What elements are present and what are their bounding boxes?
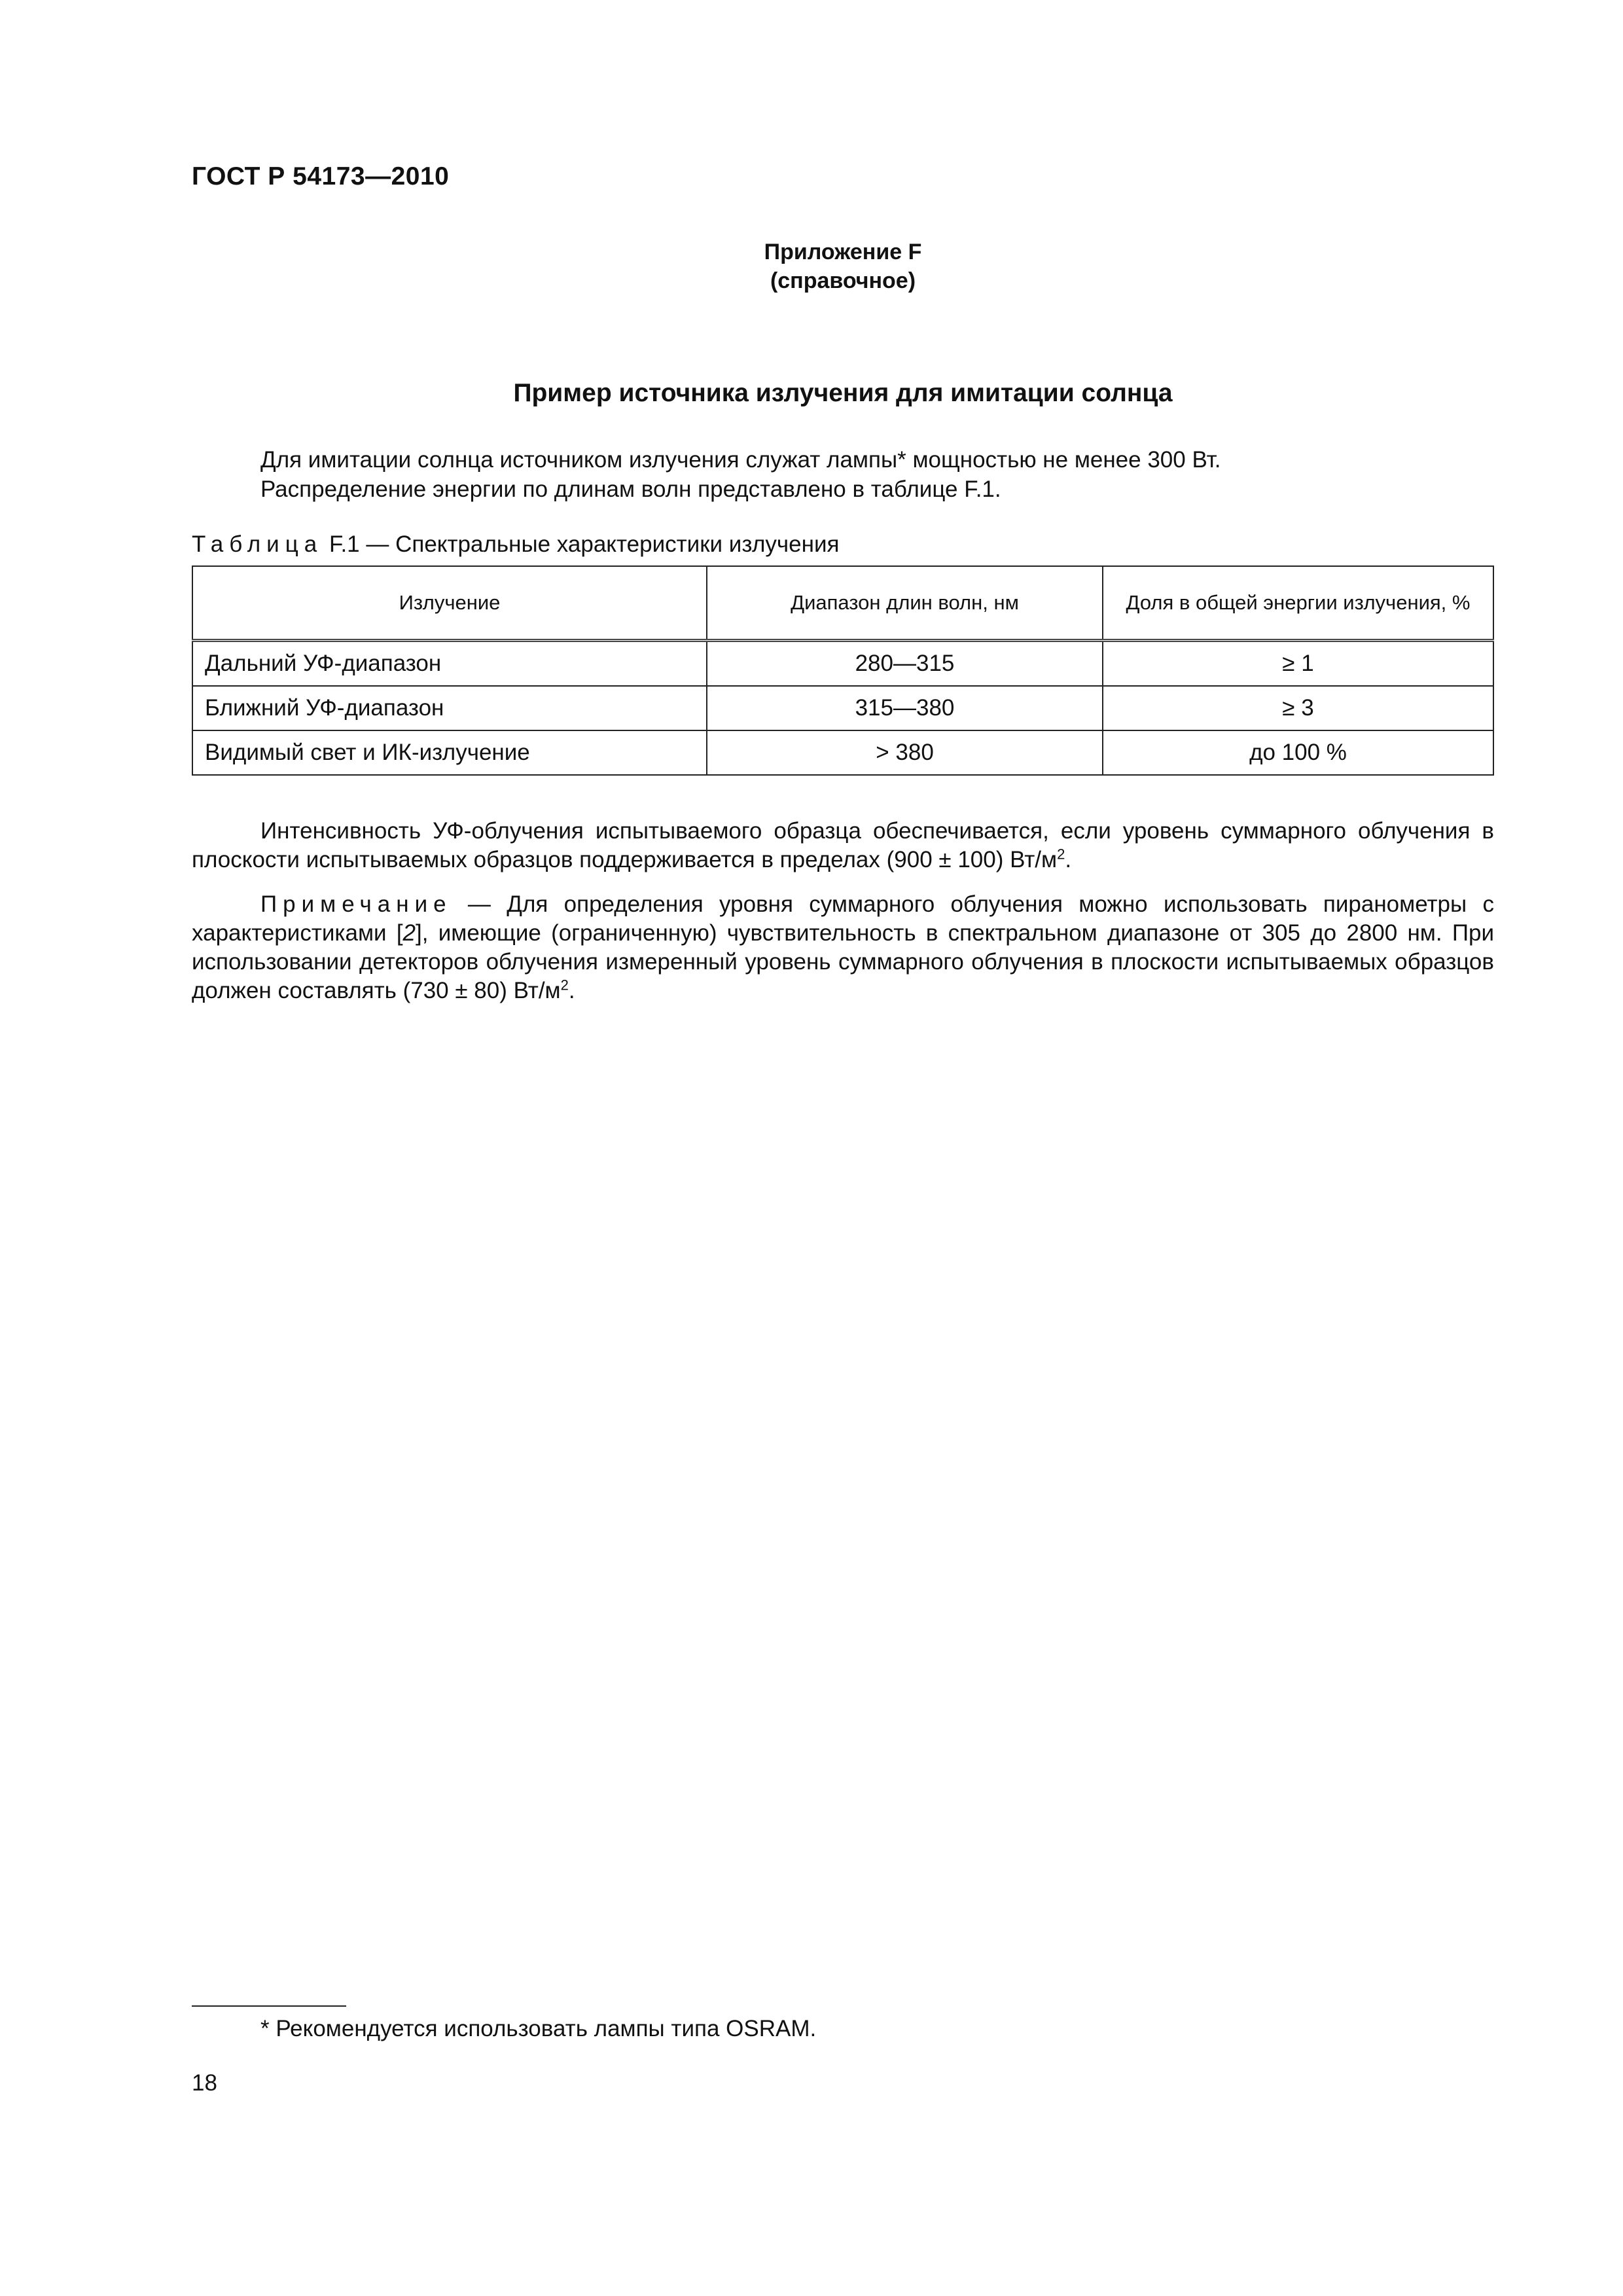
footnote-divider — [192, 2005, 346, 2007]
header-radiation: Излучение — [192, 566, 707, 641]
cell-wavelength: 280—315 — [707, 641, 1103, 687]
note-paragraph — [192, 890, 1494, 1005]
cell-radiation: Видимый свет и ИК-излучение — [192, 730, 707, 775]
spectral-table — [192, 565, 1494, 776]
unit-superscript: 2 — [560, 977, 569, 994]
cell-wavelength: > 380 — [707, 730, 1103, 775]
bibliography-reference: 2 — [402, 920, 416, 946]
cell-share: ≥ 1 — [1103, 641, 1493, 687]
cell-wavelength: 315—380 — [707, 686, 1103, 730]
intensity-paragraph — [192, 817, 1494, 874]
note-end: . — [568, 978, 575, 1003]
header-wavelength-range: Диапазон длин волн, нм — [707, 566, 1103, 641]
header-energy-share: Доля в общей энергии излучения, % — [1103, 566, 1493, 641]
note-text-2: ], имеющие (ограниченную) чувствительность в спектральном диапазоне от 305 до 2800 нм. При использовании детекторов облучения измеренный уровень суммарного облучения в плоскости испытываемых образцов должен составлять (730 ± 80) Вт/м — [192, 920, 1494, 1003]
intro-line-1: Для имитации солнца источником излучения служат лампы* мощностью не менее 300 Вт. — [260, 447, 1221, 473]
table-row — [192, 686, 1493, 730]
table-caption-text: F.1 — Спектральные характеристики излучения — [323, 531, 840, 557]
section-title: Пример источника излучения для имитации солнца — [513, 379, 1173, 407]
intensity-text: Интенсивность УФ-облучения испытываемого образца обеспечивается, если уровень суммарного облучения в плоскости испытываемых образцов поддерживается в пределах (900 ± 100) Вт/м — [192, 818, 1494, 872]
annex-title: Приложение F — [764, 240, 922, 264]
page-number: 18 — [192, 2070, 217, 2096]
unit-superscript: 2 — [1057, 846, 1065, 863]
cell-radiation: Ближний УФ-диапазон — [192, 686, 707, 730]
footnote: * Рекомендуется использовать лампы типа OSRAM. — [260, 2016, 817, 2041]
document-code: ГОСТ Р 54173—2010 — [192, 162, 450, 190]
table-row — [192, 730, 1493, 775]
cell-share: ≥ 3 — [1103, 686, 1493, 730]
table-caption-label: Таблица — [192, 531, 323, 557]
annex-type: (справочное) — [770, 268, 916, 293]
intro-line-2: Распределение энергии по длинам волн представлено в таблице F.1. — [260, 476, 1001, 502]
table-caption — [192, 531, 839, 558]
note-text: — Для определения уровня суммарного облучения можно использовать пиранометры с характеристиками [ — [192, 891, 1494, 946]
table-row — [192, 641, 1493, 687]
table-header-row — [192, 566, 1493, 641]
intensity-end: . — [1065, 847, 1072, 872]
cell-radiation: Дальний УФ-диапазон — [192, 641, 707, 687]
note-label: Примечание — [260, 891, 452, 917]
cell-share: до 100 % — [1103, 730, 1493, 775]
